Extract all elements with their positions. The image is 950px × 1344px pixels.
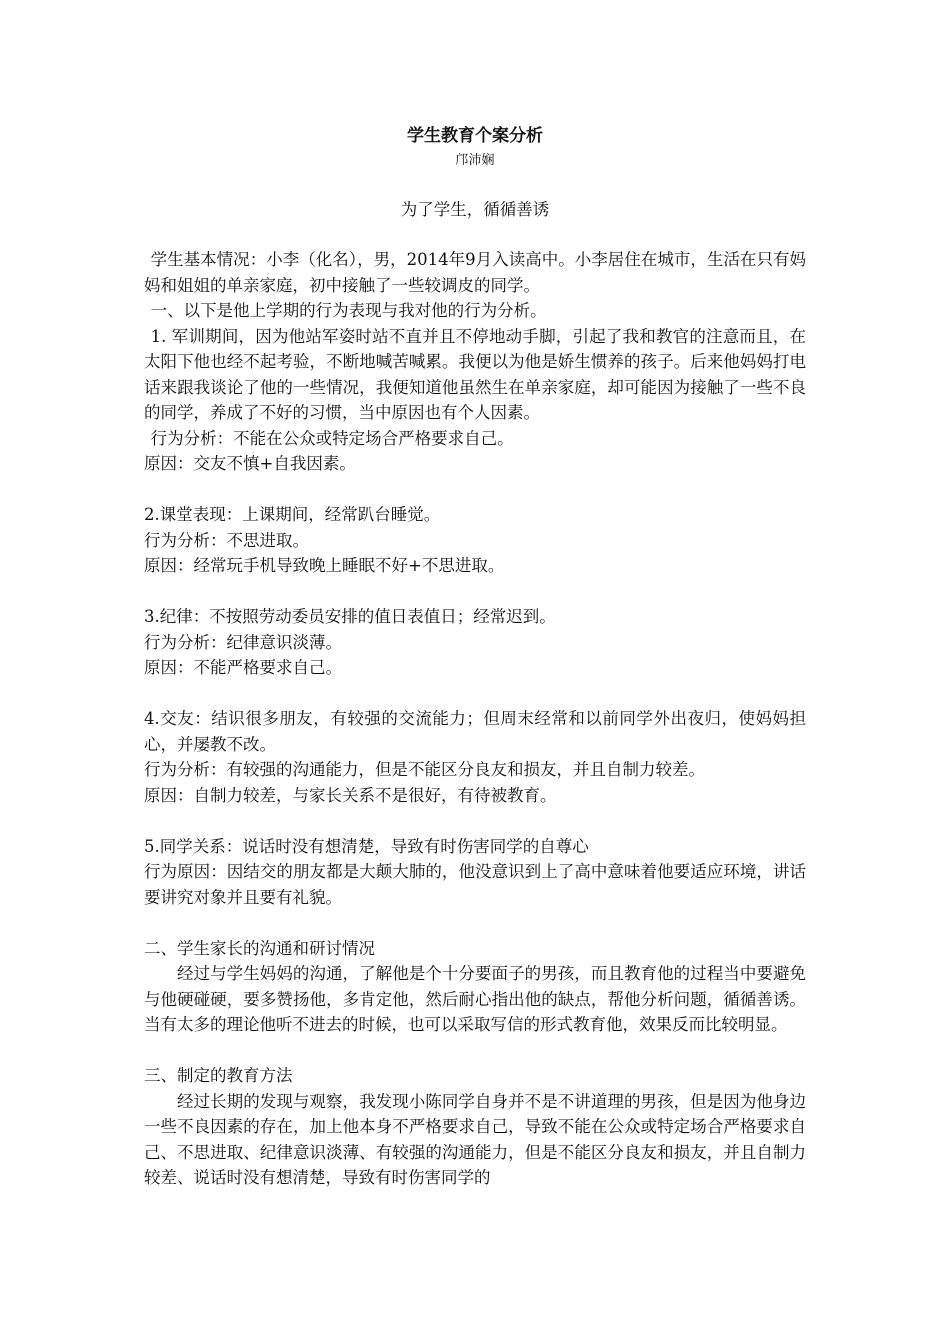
item-3-discipline: 3.纪律：不按照劳动委员安排的值日表值日；经常迟到。 [144,607,556,626]
item-4-behavior-analysis: 行为分析：有较强的沟通能力，但是不能区分良友和损友，并且自制力较差。 [144,760,705,779]
section-heading-2: 二、学生家长的沟通和研讨情况 [144,938,375,958]
item-2-reason: 原因：经常玩手机导致晚上睡眠不好+不思进取。 [144,556,505,575]
item-1-behavior-analysis: 行为分析：不能在公众或特定场合严格要求自己。 [150,428,514,448]
section-heading-3: 三、制定的教育方法 [144,1066,293,1085]
document-body [144,247,806,1191]
item-4-reason: 原因：自制力较差，与家长关系不是很好，有待被教育。 [144,785,557,805]
document-author: 邝沛娴 [455,153,495,168]
item-5-classmate-relations: 5.同学关系：说话时没有想清楚，导致有时伤害同学的自尊心 [144,836,589,856]
item-1-reason: 原因：交友不慎+自我因素。 [144,454,356,473]
section-heading-1: 一、以下是他上学期的行为表现与我对他的行为分析。 [150,301,547,320]
document-subtitle: 为了学生，循循善诱 [400,200,550,219]
item-3-reason: 原因：不能严格要求自己。 [144,658,342,677]
item-2-class-performance: 2.课堂表现：上课期间，经常趴台睡觉。 [144,505,441,524]
paragraph-basic-info: 学生基本情况：小李（化名），男，2014年9月入读高中。小李居住在城市，生活在只有妈妈和姐姐的单亲家庭，初中接触了一些较调皮的同学。 [144,250,806,295]
item-2-behavior-analysis: 行为分析：不思进取。 [144,530,309,550]
item-5-behavior-reason: 行为原因：因结交的朋友都是大颠大肺的，他没意识到上了高中意味着他要适应环境，讲话要讲究对象并且要有礼貌。 [144,862,806,907]
item-3-behavior-analysis: 行为分析：纪律意识淡薄。 [144,632,342,652]
section-3-paragraph: 经过长期的发现与观察，我发现小陈同学自身并不是不讲道理的男孩，但是因为他身边一些不良因素的存在，加上他本身不严格要求自己，导致不能在公众或特定场合严格要求自己、不思进取、纪律意识淡薄、有较强的沟通能力，但是不能区分良友和损友，并且自制力较差、说话时没有想清楚，导致有时伤害同学的 [144,1091,806,1187]
section-2-paragraph: 经过与学生妈妈的沟通，了解他是个十分要面子的男孩，而且教育他的过程当中要避免与他硬碰硬，要多赞扬他，多肯定他，然后耐心指出他的缺点，帮他分析问题，循循善诱。当有太多的理论他听不进去的时候，也可以采取写信的形式教育他，效果反而比较明显。 [144,964,806,1034]
item-1-military-training: 1. 军训期间，因为他站军姿时站不直并且不停地动手脚，引起了我和教官的注意而且，在太阳下他也经不起考验，不断地喊苦喊累。我便以为他是娇生惯养的孩子。后来他妈妈打电话来跟我谈论了他的一些情况，我便知道他虽然生在单亲家庭，却可能因为接触了一些不良的同学，养成了不好的习惯，当中原因也有个人因素。 [144,326,806,422]
item-4-friendship: 4.交友：结识很多朋友，有较强的交流能力；但周末经常和以前同学外出夜归，使妈妈担心，并屡教不改。 [144,709,806,754]
document-title: 学生教育个案分析 [407,126,543,146]
